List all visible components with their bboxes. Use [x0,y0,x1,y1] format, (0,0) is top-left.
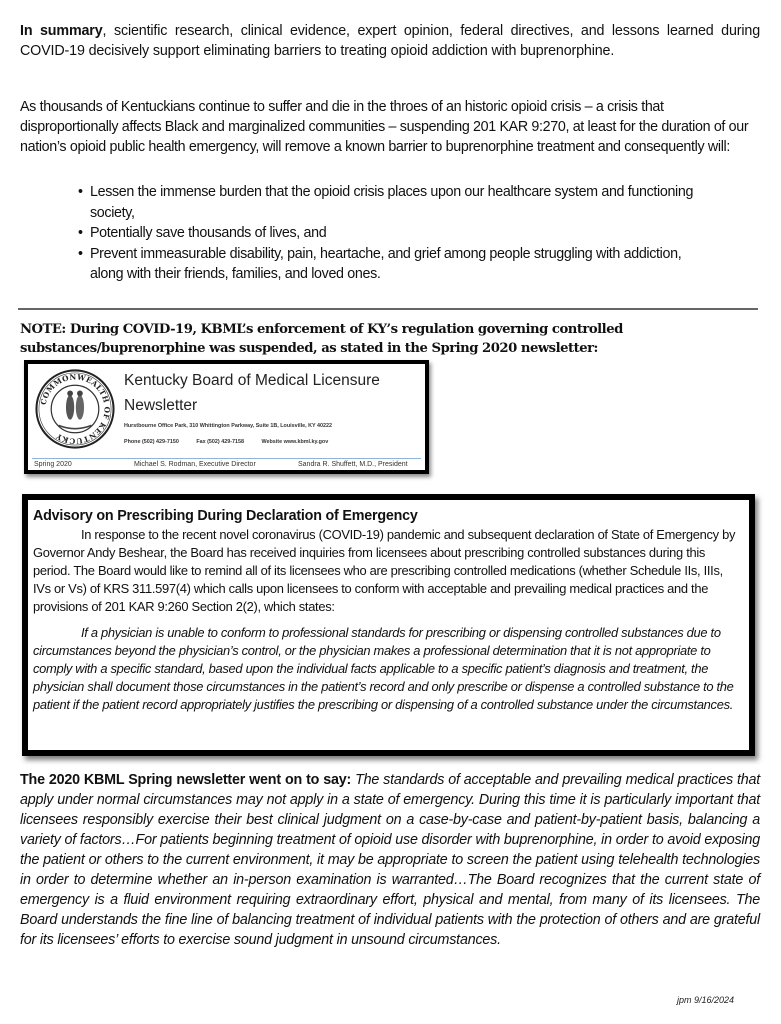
executive-director: Michael S. Rodman, Executive Director [134,461,256,468]
kentucky-seal-icon [34,368,116,450]
board-president: Sandra R. Shuffett, M.D., President [298,461,408,468]
crisis-paragraph: As thousands of Kentuckians continue to suffer and die in the throes of an historic opioid crisis – a crisis that disproportionally affects Black and marginalized communities – suspending 201 KAR 9:270, at least for the duration of our nation’s opioid public health emergency, will remove a known barrier to buprenorphine treatment and consequently will: [20,99,749,155]
section-divider [18,308,758,310]
note-heading: NOTE: During COVID-19, KBML’s enforcement of KY’s regulation governing controlled substances/buprenorphine was suspended, as stated in the Spring 2020 newsletter: [20,322,623,356]
newsletter-website: Website www.kbml.ky.gov [261,439,329,445]
followup-quote: The standards of acceptable and prevailing medical practices that apply under normal circumstances may not apply in a state of emergency. During this time it is particularly important that licensees responsibly exercise their best clinical judgment on a case-by-case and patient-by-patient basis, balancing a variety of factors…For patients beginning treatment of opioid use disorder with buprenorphine, in order to avoid exposing the patient or others to the current environment, it may be appropriate to screen the patient using telehealth technologies in order to determine whether an in-person examination is warranted…The Board recognizes that the current state of emergency is a fluid environment requiring extraordinary effort, physical and mental, from many of its licensees. The Board understands the fine line of balancing treatment of individual patients with the protection of others and are grateful for its licensees’ efforts to exercise sound judgment in unsound circumstances. [20,772,760,948]
list-item-text: Prevent immeasurable disability, pain, heartache, and grief among people struggling with addiction, along with their friends, families, and loved ones. [90,245,682,282]
list-item-text: Lessen the immense burden that the opioid crisis places upon our healthcare system and functioning society, [90,184,694,221]
newsletter-subtitle: Newsletter [124,397,198,414]
advisory-regulation-quote: If a physician is unable to conform to professional standards for prescribing or dispensing controlled substances due to circumstances beyond the physician’s control, or the physician makes a professional determination that it is not appropriate to comply with a specific standard, based upon the individual facts applicable to a specific patient’s diagnosis and treatment, the physician shall document those circumstances in the patient’s record and only prescribe or dispense a controlled substance to the patient if the patient record appropriately justifies the prescribing or dispensing of a controlled substance under the circumstances. [33,625,734,712]
advisory-title: Advisory on Prescribing During Declaration of Emergency [33,508,418,524]
outcomes-list [78,182,718,285]
bullet-icon: • [78,225,83,241]
summary-paragraph [20,21,760,61]
list-item [78,223,718,244]
list-item [78,182,718,223]
list-item [78,244,718,285]
bullet-icon: • [78,184,83,200]
masthead-divider [32,458,421,459]
newsletter-masthead-image [24,360,429,474]
newsletter-title: Kentucky Board of Medical Licensure [124,372,380,389]
newsletter-phone: Phone (502) 429-7150 [124,439,179,445]
newsletter-contact [124,439,344,445]
advisory-paragraph: In response to the recent novel coronavirus (COVID-19) pandemic and subsequent declaration of State of Emergency by Governor Andy Beshear, the Board has received inquiries from licensees about prescribing controlled substances during this period. The Board would like to remind all of its licensees who are prescribing controlled medications (whether Schedule IIs, IIIs, IVs or Vs) of KRS 311.597(4) which calls upon licensees to conform with acceptable and prevailing medical practices and the provisions of 201 KAR 9:260 Section 2(2), which states: [33,527,736,614]
bullet-icon: • [78,245,83,262]
summary-lead: In summary [20,23,103,39]
newsletter-season: Spring 2020 [34,461,72,468]
list-item-text: Potentially save thousands of lives, and [90,225,327,241]
newsletter-address: Hurstbourne Office Park, 310 Whittington Parkway, Suite 1B, Louisville, KY 40222 [124,423,332,429]
author-signature: jpm 9/16/2024 [677,995,735,1005]
advisory-excerpt-box [22,494,755,756]
newsletter-fax: Fax (502) 429-7158 [196,439,244,445]
followup-lead: The 2020 KBML Spring newsletter went on to say: [20,772,352,788]
newsletter-followup-paragraph [20,770,760,950]
svg-text:COMMONWEALTH OF KENTUCKY: COMMONWEALTH OF KENTUCKY [38,372,112,446]
summary-text: , scientific research, clinical evidence, expert opinion, federal directives, and lessons learned during COVID-19 decisively support eliminating barriers to treating opioid addiction with buprenorphine. [20,23,760,59]
